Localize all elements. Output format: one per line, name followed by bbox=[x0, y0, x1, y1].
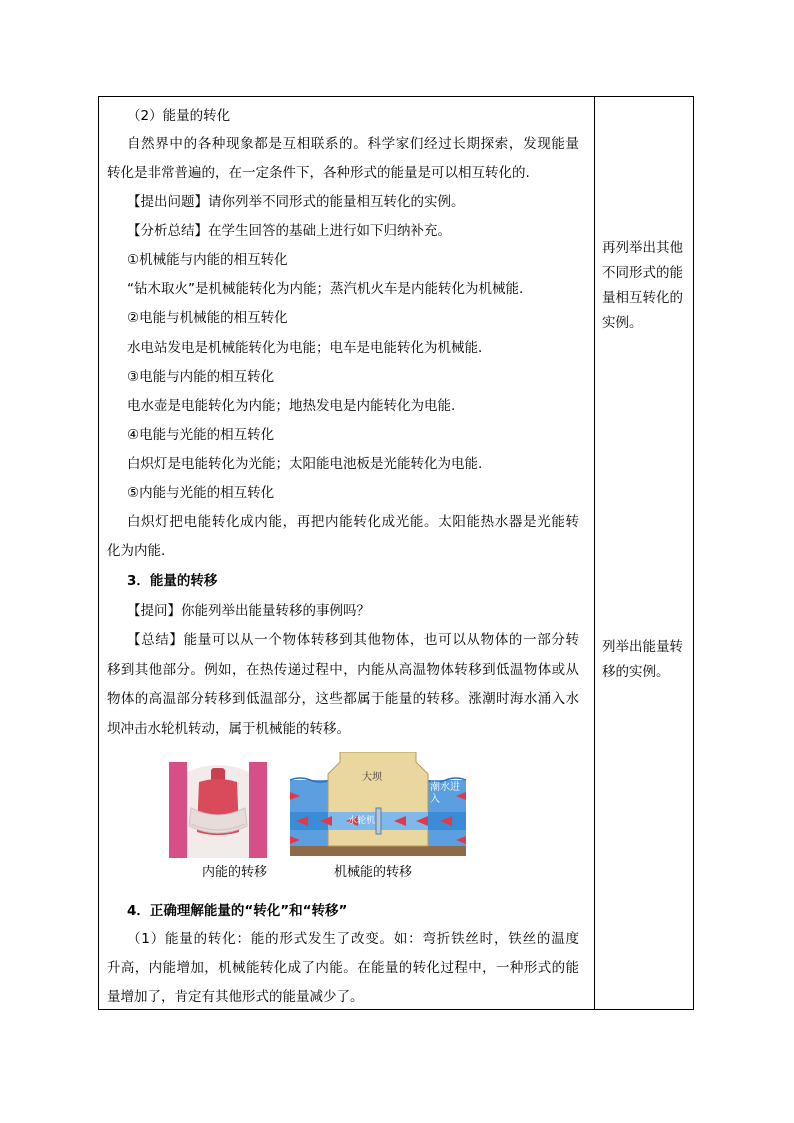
side-note-2 bbox=[602, 635, 687, 685]
text-line: 水电站发电是机械能转化为电能；电车是电能转化为机械能. bbox=[127, 340, 483, 356]
dam-label: 大坝 bbox=[362, 772, 382, 783]
text-line: （2）能量的转化 bbox=[127, 108, 231, 124]
text-line: 电水壶是电能转化为内能；地热发电是内能转化为电能. bbox=[127, 398, 456, 414]
text-line: 【总结】能量可以从一个物体转移到其他物体，也可以从物体的一部分转 bbox=[127, 632, 579, 648]
side-note-line: 量相互转化的 bbox=[602, 290, 683, 306]
text-line: 坝冲击水轮机转动，属于机械能的转移。 bbox=[107, 721, 350, 737]
side-note-1 bbox=[602, 236, 687, 336]
hot-water-bottle-image bbox=[169, 762, 267, 858]
text-line: ⑤内能与光能的相互转化 bbox=[127, 485, 275, 501]
turbine-label: 水轮机 bbox=[348, 816, 376, 826]
text-line: 移到其他部分。例如，在热传递过程中，内能从高温物体转移到低温物体或从 bbox=[107, 662, 579, 678]
column-divider bbox=[594, 97, 595, 1009]
text-line: 【提出问题】请你列举不同形式的能量相互转化的实例。 bbox=[127, 194, 465, 210]
text-line: 自然界中的各种现象都是互相联系的。科学家们经过长期探索，发现能量 bbox=[127, 136, 579, 152]
left-figure-caption: 内能的转移 bbox=[202, 865, 268, 880]
tide-label: 潮水进入 bbox=[430, 782, 460, 805]
text-line: 化为内能. bbox=[107, 543, 166, 559]
text-line: ②电能与机械能的相互转化 bbox=[127, 310, 288, 326]
text-line: 【分析总结】在学生回答的基础上进行如下归纳补充。 bbox=[127, 223, 451, 239]
lesson-table bbox=[98, 96, 694, 1010]
text-line: 【提问】你能列举出能量转移的事例吗？ bbox=[127, 603, 370, 619]
text-line: 量增加了，肯定有其他形式的能量减少了。 bbox=[107, 989, 364, 1005]
text-line: 白炽灯把电能转化成内能，再把内能转化成光能。太阳能热水器是光能转 bbox=[127, 514, 579, 530]
text-line: （1）能量的转化：能的形式发生了改变。如：弯折铁丝时，铁丝的温度 bbox=[127, 931, 579, 947]
text-line: “钻木取火”是机械能转化为内能；蒸汽机火车是内能转化为机械能. bbox=[127, 281, 524, 297]
section-heading: 4．正确理解能量的“转化”和“转移” bbox=[127, 903, 348, 919]
text-line: ①机械能与内能的相互转化 bbox=[127, 252, 288, 268]
text-line: 物体的高温部分转移到低温部分，这些都属于能量的转移。涨潮时海水涌入水 bbox=[107, 691, 579, 707]
dam-turbine-image bbox=[290, 752, 466, 856]
side-note-line: 再列举出其他 bbox=[602, 240, 683, 256]
side-note-line: 不同形式的能 bbox=[602, 265, 683, 281]
text-line: 白炽灯是电能转化为光能；太阳能电池板是光能转化为电能. bbox=[127, 456, 483, 472]
text-line: 转化是非常普遍的，在一定条件下，各种形式的能量是可以相互转化的. bbox=[107, 165, 530, 181]
text-line: ④电能与光能的相互转化 bbox=[127, 427, 275, 443]
side-note-line: 实例。 bbox=[602, 315, 643, 331]
side-note-line: 移的实例。 bbox=[602, 664, 670, 680]
right-figure-caption: 机械能的转移 bbox=[334, 865, 413, 880]
text-line: ③电能与内能的相互转化 bbox=[127, 369, 275, 385]
section-heading: 3．能量的转移 bbox=[127, 573, 218, 589]
side-note-line: 列举出能量转 bbox=[602, 639, 683, 655]
text-line: 升高，内能增加，机械能转化成了内能。在能量的转化过程中，一种形式的能 bbox=[107, 960, 579, 976]
